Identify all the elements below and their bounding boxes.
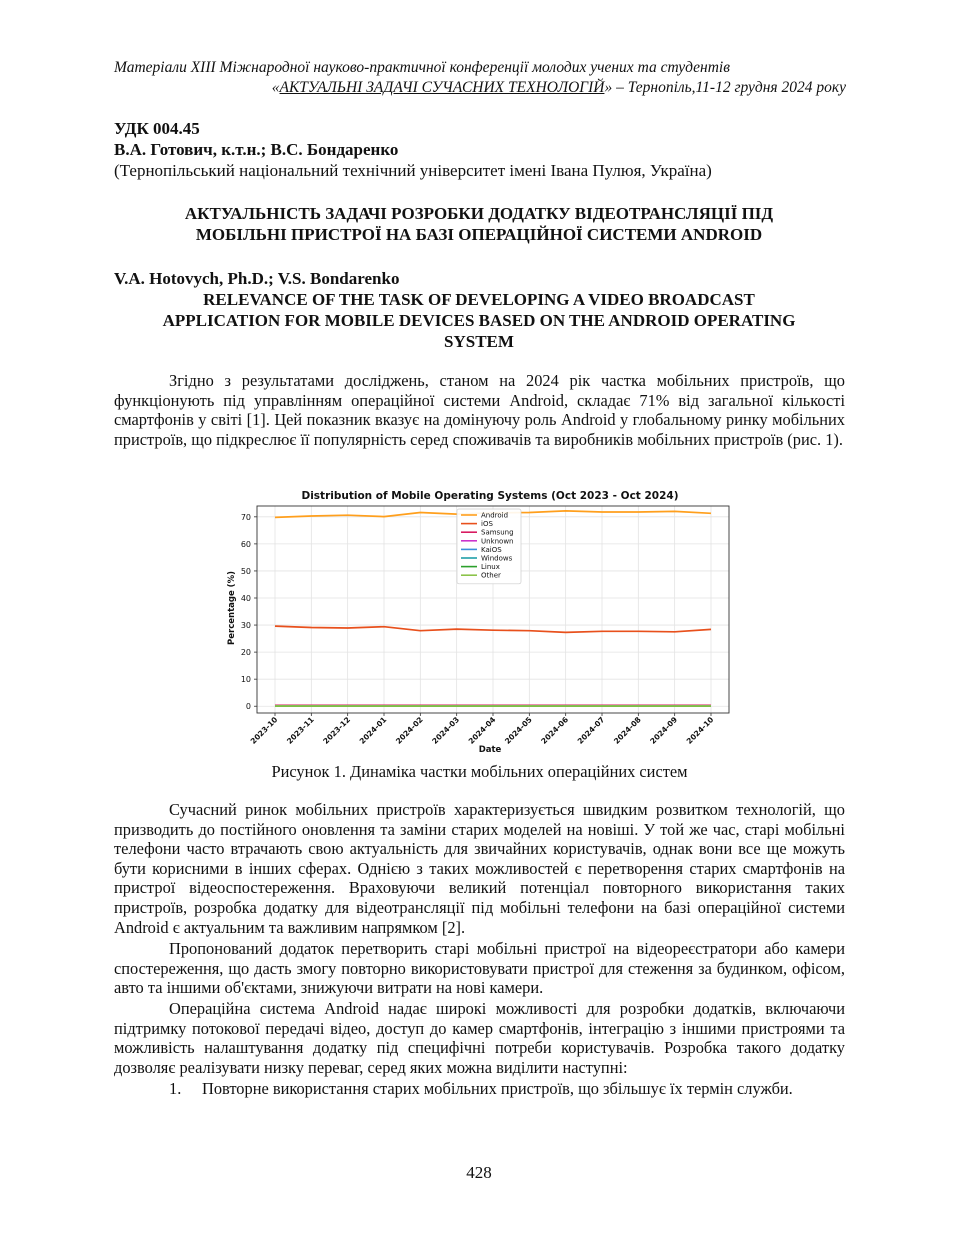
title-en-line1: RELEVANCE OF THE TASK OF DEVELOPING A VIDEO BROADCAST [203, 290, 755, 309]
quote-open: « [271, 79, 280, 96]
x-tick-label: 2024-05 [503, 715, 534, 746]
y-tick-label: 50 [240, 566, 251, 576]
conference-date-place: » – Тернопіль,11-12 грудня 2024 року [604, 79, 846, 96]
title-ua-line2: МОБІЛЬНІ ПРИСТРОЇ НА БАЗІ ОПЕРАЦІЙНОЇ СИСТЕМИ ANDROID [195, 225, 763, 244]
udk-code: УДК 004.45 [114, 119, 200, 138]
x-tick-label: 2023-12 [321, 715, 353, 746]
y-tick-label: 10 [240, 675, 251, 685]
legend-label-linux: Linux [481, 563, 500, 572]
legend-label-android: Android [481, 511, 509, 520]
title-en-line2: APPLICATION FOR MOBILE DEVICES BASED ON THE ANDROID OPERATING [162, 311, 796, 330]
legend-label-kaios: KaiOS [481, 545, 502, 554]
paragraph-android-capabilities-text: Операційна система Android надає широкі можливості для розробки додатків, включаючи підтримку потокової передачі відео, доступ до камер смартфонів, інтеграцію з іншими пристроями та можливість налаштування додатку під специфічні потреби користувачів. Розробка такого додатку дозволяє реалізувати низку переваг, серед яких можна виділити наступні: [114, 999, 845, 1077]
legend-label-unknown: Unknown [481, 537, 514, 546]
x-tick-label: 2023-11 [285, 715, 316, 746]
y-tick-label: 40 [240, 594, 251, 603]
y-axis-label: Percentage (%) [227, 571, 237, 645]
x-tick-label: 2024-10 [684, 715, 716, 746]
list-item-number: 1. [169, 1079, 182, 1098]
x-tick-label: 2024-07 [575, 715, 607, 746]
x-tick-label: 2024-06 [539, 715, 571, 746]
legend-label-samsung: Samsung [481, 528, 514, 537]
x-tick-label: 2024-01 [357, 715, 389, 746]
x-tick-label: 2024-03 [430, 715, 462, 746]
y-tick-label: 0 [245, 702, 251, 712]
x-tick-label: 2024-09 [648, 715, 680, 746]
conference-header-line1: Матеріали XIII Міжнародної науково-практичної конференції молодих учених та студентів [114, 59, 730, 76]
title-ua-line1: АКТУАЛЬНІСТЬ ЗАДАЧІ РОЗРОБКИ ДОДАТКУ ВІДЕОТРАНСЛЯЦІЇ ПІД [184, 204, 774, 223]
os-distribution-chart [225, 484, 735, 759]
x-tick-label: 2024-04 [466, 715, 498, 746]
figure-caption: Рисунок 1. Динаміка частки мобільних операційних систем [271, 762, 688, 781]
chart-legend [457, 509, 521, 584]
legend-label-other: Other [481, 571, 501, 580]
x-axis-label: Date [478, 745, 502, 755]
title-en-line3: SYSTEM [444, 332, 514, 351]
list-item-1 [169, 1079, 793, 1099]
paragraph-android-capabilities [114, 999, 845, 1077]
y-tick-label: 60 [240, 539, 251, 549]
conference-name: АКТУАЛЬНІ ЗАДАЧІ СУЧАСНИХ ТЕХНОЛОГІЙ [279, 79, 605, 96]
paragraph-intro-text: Згідно з результатами досліджень, станом на 2024 рік частка мобільних пристроїв, що функціонують під управлінням операційної системи Android, складає 71% від загальної кількості смартфонів у світі [1]. Цей показник вказує на домінуючу роль Android у глобальному ринку мобільних пристроїв, що підкреслює її популярність серед споживачів та виробників мобільних пристроїв (рис. 1). [114, 371, 845, 449]
page-number: 428 [466, 1163, 492, 1182]
paragraph-proposed-app-text: Пропонований додаток перетворить старі мобільні пристрої на відеореєстратори або камери спостереження, що дасть змогу повторно використовувати пристрої для стеження за будинком, офісом, авто та іншими об'єктами, знижуючи витрати на нові камери. [114, 939, 845, 998]
list-item-text: Повторне використання старих мобільних пристроїв, що збільшує їх термін служби. [202, 1079, 793, 1098]
x-tick-label: 2023-10 [248, 715, 280, 746]
conference-header-line2 [272, 78, 846, 98]
y-tick-label: 20 [240, 648, 251, 658]
legend-label-windows: Windows [481, 554, 513, 563]
authors-en: V.A. Hotovych, Ph.D.; V.S. Bondarenko [114, 269, 400, 288]
paragraph-market [114, 800, 845, 937]
chart-title: Distribution of Mobile Operating Systems (Oct 2023 - Oct 2024) [301, 490, 679, 502]
y-tick-label: 30 [240, 621, 251, 631]
affiliation: (Тернопільський національний технічний університет імені Івана Пулюя, Україна) [114, 161, 712, 180]
x-tick-label: 2024-02 [394, 715, 425, 746]
authors-ua: В.А. Готович, к.т.н.; В.С. Бондаренко [114, 140, 399, 159]
paragraph-market-text: Сучасний ринок мобільних пристроїв характеризується швидким розвитком технологій, що призводить до постійного оновлення та заміни старих моделей на новіші. У той же час, старі мобільні телефони часто втрачають свою актуальність для звичайних користувачів, однак вони все ще можуть бути корисними в інших сферах. Однією з таких можливостей є перетворення старих смартфонів на пристрої відеоспостереження. Враховуючи великий потенціал повторного використання таких пристроїв, розробка додатку для відеотрансляції під мобільні телефони на базі операційної системи Android є актуальним та важливим напрямком [2]. [114, 800, 845, 937]
paragraph-proposed-app [114, 939, 845, 998]
y-tick-label: 70 [240, 512, 251, 522]
x-tick-label: 2024-08 [612, 715, 643, 746]
legend-label-ios: iOS [481, 520, 493, 529]
paragraph-intro [114, 371, 845, 449]
